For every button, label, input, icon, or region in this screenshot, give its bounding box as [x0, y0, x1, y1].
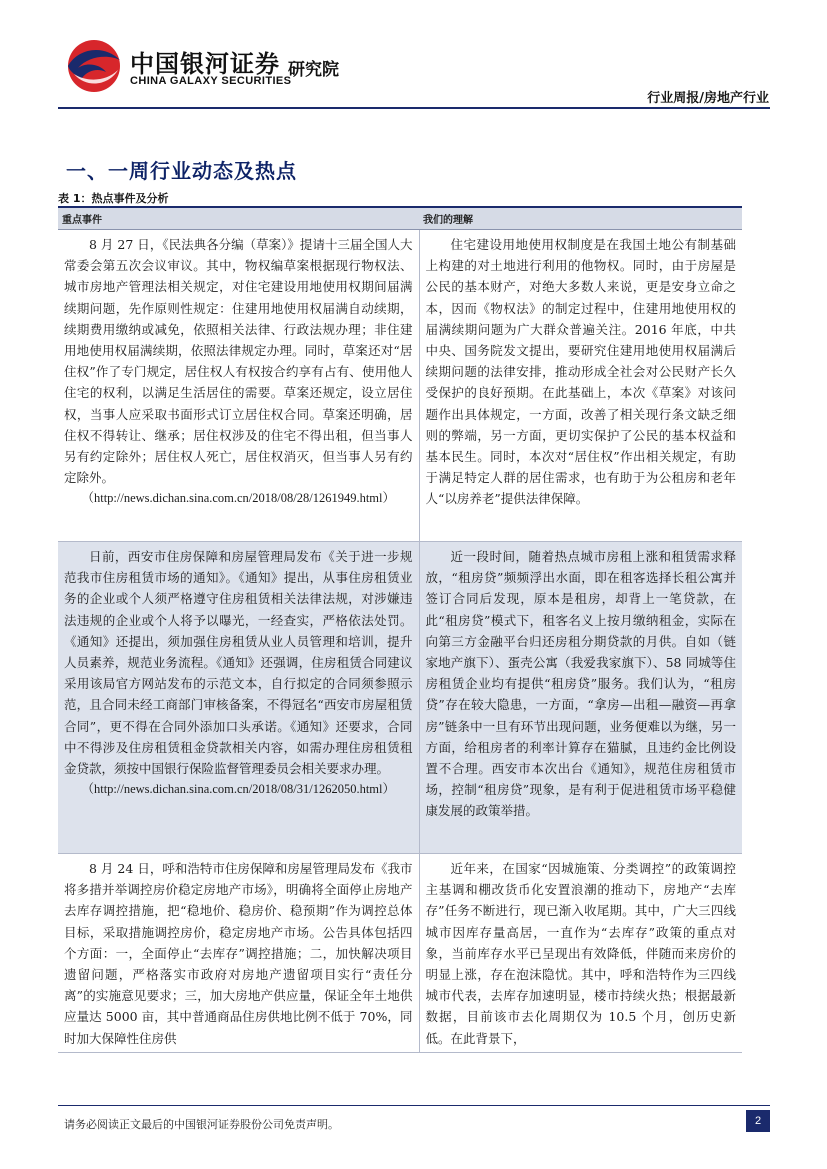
footer-divider: [58, 1105, 770, 1106]
galaxy-logo-icon: [64, 38, 124, 94]
event-text: 日前，西安市住房保障和房屋管理局发布《关于进一步规范我市住房租赁市场的通知》。《通知》提出，从事住房租赁业务的企业或个人须严格遵守住房租赁相关法律法规，对涉嫌违法违规的企业或个人将予以曝光，一经查实，严格依法处罚。《通知》还提出，须加强住房租赁从业人员管理和培训，提升人员素养，规范业务流程。《通知》还强调，住房租赁合同建议采用该局官方网站发布的示范文本，自行拟定的合同须参照示范，且合同未经工商部门审核备案，不得冠名“西安市房屋租赁合同”，更不得在合同外添加口头承诺。《通知》还要求，合同中不得涉及住房租赁租金贷款相关内容，如需办理住房租赁租金贷款，须按中国银行保险监督管理委员会相关要求办理。: [64, 549, 413, 777]
analysis-cell: [419, 230, 742, 542]
column-header-analysis: 我们的理解: [419, 207, 742, 230]
section-title: 一、一周行业动态及热点: [66, 159, 297, 183]
analysis-cell: [419, 854, 742, 1053]
footer-disclaimer: 请务必阅读正文最后的中国银河证券股份公司免责声明。: [64, 1118, 339, 1131]
event-cell: [58, 230, 419, 542]
source-link[interactable]: （http://news.dichan.sina.com.cn/2018/08/28/1261949.html）: [81, 491, 395, 506]
hot-events-table: [58, 206, 742, 1053]
column-header-event: 重点事件: [58, 207, 419, 230]
analysis-text: 住宅建设用地使用权制度是在我国土地公有制基础上构建的对土地进行利用的他物权。同时，由于房屋是公民的基本财产，对绝大多数人来说，更是安身立命之本，因而《物权法》的制定过程中，住建用地使用权的届满续期问题为广大群众普遍关注。2016 年底，中共中央、国务院发文提出，要研究住建用地使用权届满后续期问题的法律安排，推动形成全社会对公民财产长久受保护的良好预期。在此基础上，本次《草案》对该问题作出具体规定，一方面，改善了相关现行条文缺乏细则的弊端，另一方面，更切实保护了公民的基本权益和基本民生。同时，本次对“居住权”作出相关规定，有助于满足特定人群的居住需求，也有助于为公租房和老年人“以房养老”提供法律保障。: [425, 237, 736, 507]
analysis-cell: [419, 542, 742, 854]
page-number: 2: [746, 1110, 770, 1132]
event-text: 8 月 27 日，《民法典各分编（草案）》提请十三届全国人大常委会第五次会议审议。其中，物权编草案根据现行物权法、城市房地产管理法相关规定，对住宅建设用地使用权期间届满续期问题，先作原则性规定：住建用地使用权届满自动续期，续期费用缴纳或减免，依照相关法律、行政法规办理；非住建用地使用权届满续期，依照法律规定办理。同时，草案还对“居住权”作了专门规定，居住权人有权按合约享有占有、使用他人住宅的权利，以满足生活居住的需要。草案还规定，设立居住权，当事人应采取书面形式订立居住权合同。草案还明确，居住权不得转让、继承；居住权涉及的住宅不得出租，但当事人另有约定除外；居住权人死亡，居住权消灭，但当事人另有约定除外。: [64, 237, 413, 486]
table-caption: 表 1：热点事件及分析: [58, 192, 169, 205]
analysis-text: 近一段时间，随着热点城市房租上涨和租赁需求释放，“租房贷”频频浮出水面，即在租客选择长租公寓并签订合同后发现，原本是租房，却背上一笔贷款，在此“租房贷”模式下，租客名义上按月缴纳租金，实际在向第三方金融平台归还房租分期贷款的月供。自如（链家地产旗下）、蛋壳公寓（我爱我家旗下）、58 同城等住房租赁企业均有提供“租房贷”服务。我们认为，“租房贷”存在较大隐患，一方面，“拿房—出租—融资—再拿房”链条中一旦有环节出现问题，业务便难以为继，另一方面，给租房者的利率计算存在猫腻，且违约金比例设置不合理。西安市本次出台《通知》，规范住房租赁市场，控制“租房贷”现象，是有利于促进租赁市场平稳健康发展的政策举措。: [425, 549, 736, 819]
institute-label: 研究院: [288, 60, 339, 80]
report-type-label: 行业周报/房地产行业: [647, 91, 769, 106]
table-header-row: [58, 207, 742, 230]
table-row: [58, 230, 742, 542]
analysis-text: 近年来，在国家“因城施策、分类调控”的政策调控主基调和棚改货币化安置浪潮的推动下，房地产“去库存”任务不断进行，现已渐入收尾期。其中，广大三四线城市因库存量高居，一直作为“去库存”政策的重点对象，当前库存水平已呈现出有效降低，伴随而来房价的明显上涨，存在泡沫隐忧。其中，呼和浩特作为三四线城市代表，去库存加速明显，楼市持续火热；根据最新数据，目前该市去化周期仅为 10.5 个月，创历史新低。在此背景下，: [425, 861, 736, 1046]
brand-name-cn: 中国银河证券: [130, 50, 280, 78]
source-link[interactable]: （http://news.dichan.sina.com.cn/2018/08/31/1262050.html）: [81, 782, 395, 797]
header-divider: [58, 107, 770, 109]
brand-name-en: CHINA GALAXY SECURITIES: [130, 75, 292, 87]
table-row: [58, 542, 742, 854]
table-row: [58, 854, 742, 1053]
event-text: 8 月 24 日，呼和浩特市住房保障和房屋管理局发布《我市将多措并举调控房价稳定房地产市场》，明确将全面停止房地产去库存调控措施，把“稳地价、稳房价、稳预期”作为调控总体目标，采取措施调控房价，稳定房地产市场。公告具体包括四个方面：一，全面停止“去库存”调控措施；二，加快解决项目遗留问题，严格落实市政府对房地产遗留项目实行“责任分离”的实施意见要求；三，加大房地产供应量，保证全年土地供应量达 5000 亩，其中普通商品住房供地比例不低于 70%，同时加大保障性住房供: [64, 861, 413, 1046]
event-cell: [58, 542, 419, 854]
event-cell: [58, 854, 419, 1053]
